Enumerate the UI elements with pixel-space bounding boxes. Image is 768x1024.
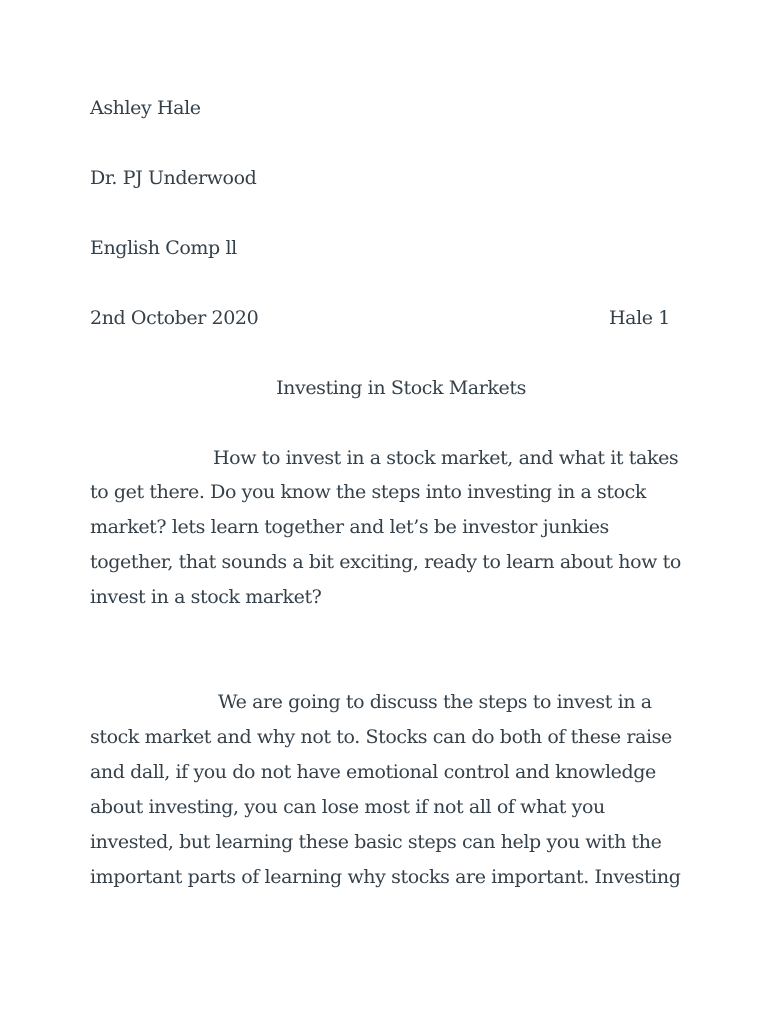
date: 2nd October 2020 [90, 307, 259, 329]
paragraph-line: to get there. Do you know the steps into investing in a stock [90, 481, 647, 503]
paragraph-line: stock market and why not to. Stocks can do both of these raise [90, 726, 672, 748]
paragraph-line: together, that sounds a bit exciting, ready to learn about how to [90, 551, 681, 573]
course-name: English Comp ll [90, 237, 237, 259]
paragraph-line: invest in a stock market? [90, 586, 322, 608]
paragraph-line: invested, but learning these basic steps can help you with the [90, 831, 662, 853]
running-head: Hale 1 [609, 307, 670, 329]
author-name: Ashley Hale [90, 97, 201, 119]
paragraph-line: We are going to discuss the steps to invest in a [218, 691, 652, 713]
paragraph-line: market? lets learn together and let’s be investor junkies [90, 516, 609, 538]
paragraph-line: important parts of learning why stocks are important. Investing [90, 866, 681, 888]
paragraph-line: How to invest in a stock market, and what it takes [213, 447, 679, 469]
paragraph-line: about investing, you can lose most if not all of what you [90, 796, 605, 818]
instructor-name: Dr. PJ Underwood [90, 167, 257, 189]
paragraph-line: and dall, if you do not have emotional control and knowledge [90, 761, 656, 783]
essay-title: Investing in Stock Markets [276, 377, 526, 399]
